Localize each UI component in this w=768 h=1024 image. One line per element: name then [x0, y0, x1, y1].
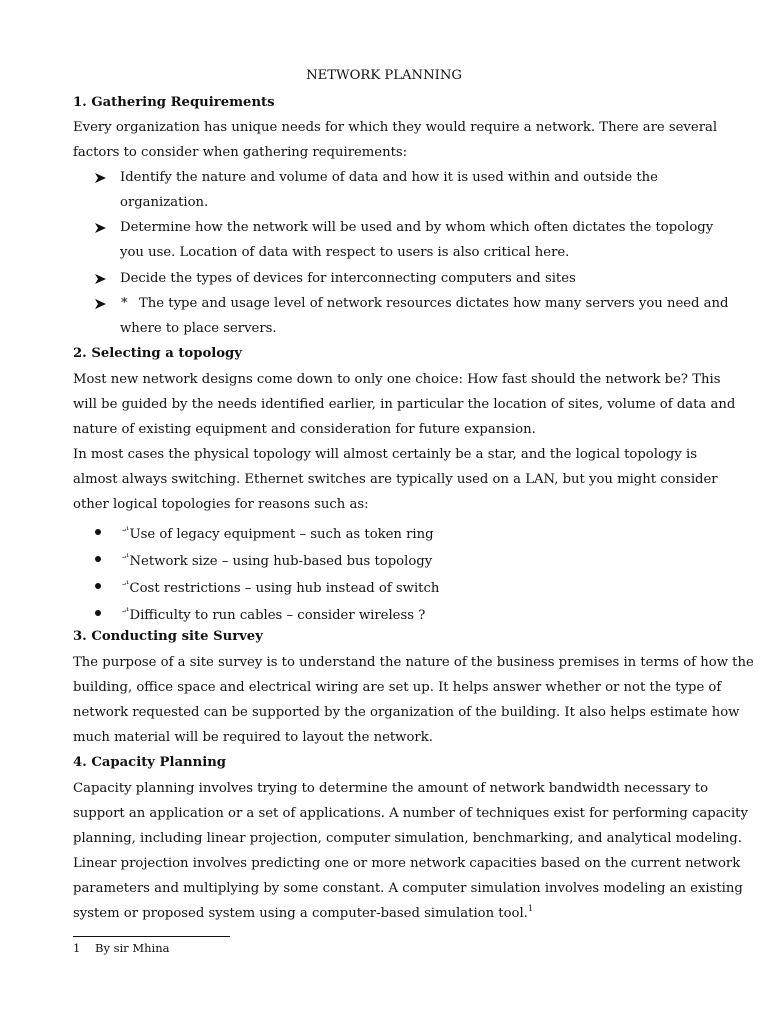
bullet-text-line: organization.: [120, 195, 209, 210]
list-item: [122, 549, 432, 571]
bullet-text-line: Determine how the network will be used and by whom which often dictates the topology: [120, 220, 714, 235]
footnote-reference[interactable]: 1: [527, 904, 533, 913]
paragraph-line: much material will be required to layout the network.: [73, 730, 433, 745]
paragraph-line-text: system or proposed system using a computer-based simulation tool.: [73, 906, 528, 921]
bullet-dot-icon: [95, 610, 101, 616]
bullet-dot-icon: [95, 583, 101, 589]
paragraph-line: Most new network designs come down to only one choice: How fast should the network be? This: [73, 372, 721, 387]
document-title: NETWORK PLANNING: [306, 68, 462, 83]
section-2-heading: 2. Selecting a topology: [73, 346, 242, 361]
paragraph-line: building, office space and electrical wiring are set up. It helps answer whether or not the type of: [73, 680, 722, 695]
paragraph-line: support an application or a set of applications. A number of techniques exist for performing capacity: [73, 806, 748, 821]
paragraph-line: Every organization has unique needs for which they would require a network. There are several: [73, 120, 718, 135]
footnote-text: By sir Mhina: [95, 941, 170, 955]
list-item: [122, 603, 425, 625]
list-item: [122, 522, 434, 544]
bullet-text-line: where to place servers.: [120, 321, 277, 336]
list-item-text: Use of legacy equipment – such as token ring: [129, 527, 434, 542]
paragraph-line: In most cases the physical topology will almost certainly be a star, and the logical topology is: [73, 447, 697, 462]
bullet-text-line: Identify the nature and volume of data and how it is used within and outside the: [120, 170, 658, 185]
paragraph-line: The purpose of a site survey is to understand the nature of the business premises in terms of how the: [73, 655, 754, 670]
list-item-marker: -·¹: [122, 580, 129, 590]
paragraph-line: almost always switching. Ethernet switches are typically used on a LAN, but you might consider: [73, 472, 718, 487]
list-item-marker: -·¹: [122, 526, 129, 536]
paragraph-line: will be guided by the needs identified earlier, in particular the location of sites, volume of data and: [73, 397, 736, 412]
list-item-text: Network size – using hub-based bus topology: [129, 554, 433, 569]
section-4-heading: 4. Capacity Planning: [73, 755, 227, 770]
list-item-marker: -·¹: [122, 607, 129, 617]
bullet-dot-icon: [95, 529, 101, 535]
list-item: [122, 576, 439, 598]
bullet-dot-icon: [95, 556, 101, 562]
paragraph-line: network requested can be supported by the organization of the building. It also helps estimate how: [73, 705, 740, 720]
footnote-number: 1: [73, 941, 81, 955]
paragraph-line: [73, 905, 533, 923]
arrow-bullet-icon: [95, 219, 106, 233]
arrow-bullet-icon: [95, 270, 106, 284]
paragraph-line: nature of existing equipment and consideration for future expansion.: [73, 422, 536, 437]
paragraph-line: other logical topologies for reasons such as:: [73, 497, 369, 512]
footnote-separator: [73, 936, 230, 937]
list-item-text: Difficulty to run cables – consider wireless ?: [129, 608, 426, 623]
bullet-text-line: you use. Location of data with respect to users is also critical here.: [120, 245, 570, 260]
list-item-text: Cost restrictions – using hub instead of switch: [129, 581, 440, 596]
arrow-bullet-icon: [95, 169, 106, 183]
bullet-text-line: Decide the types of devices for interconnecting computers and sites: [120, 271, 576, 286]
paragraph-line: Capacity planning involves trying to determine the amount of network bandwidth necessary to: [73, 781, 709, 796]
asterisk-marker: *: [121, 296, 128, 311]
arrow-bullet-icon: [95, 295, 106, 309]
section-1-heading: 1. Gathering Requirements: [73, 95, 275, 110]
paragraph-line: factors to consider when gathering requirements:: [73, 145, 408, 160]
list-item-marker: -·¹: [122, 553, 129, 563]
bullet-text-line: The type and usage level of network resources dictates how many servers you need and: [139, 296, 729, 311]
paragraph-line: parameters and multiplying by some constant. A computer simulation involves modeling an existing: [73, 881, 743, 896]
paragraph-line: planning, including linear projection, computer simulation, benchmarking, and analytical modeling.: [73, 831, 742, 846]
section-3-heading: 3. Conducting site Survey: [73, 629, 263, 644]
paragraph-line: Linear projection involves predicting one or more network capacities based on the current network: [73, 856, 741, 871]
